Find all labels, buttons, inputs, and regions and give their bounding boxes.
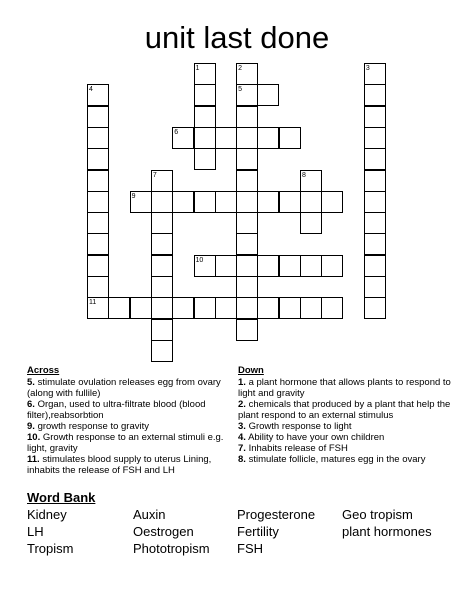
puzzle-title: unit last done xyxy=(144,20,330,55)
clue-number: 2 xyxy=(238,65,242,72)
grid-cell[interactable] xyxy=(300,297,322,319)
clue-number: 9 xyxy=(131,192,136,200)
grid-cell[interactable] xyxy=(236,84,258,106)
grid-cell[interactable] xyxy=(151,340,173,362)
word-bank-item: plant hormones xyxy=(342,524,432,539)
grid-cell[interactable] xyxy=(151,191,173,213)
grid-cell[interactable] xyxy=(151,255,173,277)
word-bank-item: Oestrogen xyxy=(133,524,194,539)
grid-cell[interactable] xyxy=(215,297,237,319)
down-heading: Down xyxy=(238,365,264,376)
clue-across-6: 6. Organ, used to ultra-filtrate blood (blood filter),reabsorbtion xyxy=(27,399,206,421)
grid-cell[interactable] xyxy=(257,127,279,149)
clue-down-4: 4. Ability to have your own children xyxy=(238,432,385,443)
clue-across-11: 11. stimulates blood supply to uterus Lining, inhabits the release of FSH and LH xyxy=(27,454,212,476)
grid-cell[interactable] xyxy=(87,191,109,213)
clue-down-3: 3. Growth response to light xyxy=(238,421,352,432)
grid-cell[interactable] xyxy=(194,84,216,106)
clue-down-7: 7. Inhabits release of FSH xyxy=(238,443,348,454)
grid-cell[interactable] xyxy=(151,297,173,319)
grid-cell[interactable] xyxy=(151,319,173,341)
grid-cell[interactable] xyxy=(236,255,258,277)
grid-cell[interactable] xyxy=(364,297,386,319)
grid-cell[interactable] xyxy=(87,106,109,128)
grid-cell[interactable] xyxy=(364,276,386,298)
grid-cell[interactable] xyxy=(300,191,322,213)
grid-cell[interactable] xyxy=(257,191,279,213)
grid-cell[interactable] xyxy=(364,212,386,234)
grid-cell[interactable] xyxy=(257,255,279,277)
clue-across-5: 5. stimulate ovulation releases egg from ovary (along with fullile) xyxy=(27,377,221,399)
grid-cell[interactable] xyxy=(364,233,386,255)
grid-cell[interactable] xyxy=(194,63,216,85)
grid-cell[interactable] xyxy=(321,191,343,213)
grid-cell[interactable] xyxy=(215,255,237,277)
grid-cell[interactable] xyxy=(87,297,109,319)
word-bank-item: Progesterone xyxy=(237,507,316,522)
clue-number: 6 xyxy=(174,128,179,136)
word-bank-heading: Word Bank xyxy=(27,490,96,505)
grid-cell[interactable] xyxy=(300,212,322,234)
grid-cell[interactable] xyxy=(87,127,109,149)
clue-number: 3 xyxy=(365,65,370,72)
clue-number: 11 xyxy=(89,299,97,307)
grid-cell[interactable] xyxy=(215,191,237,213)
grid-cell[interactable] xyxy=(236,212,258,234)
grid-cell[interactable] xyxy=(364,127,386,149)
word-bank-item: FSH xyxy=(237,541,263,556)
grid-cell[interactable] xyxy=(194,127,216,149)
grid-cell[interactable] xyxy=(300,255,322,277)
grid-cell[interactable] xyxy=(279,297,301,319)
grid-cell[interactable] xyxy=(279,255,301,277)
clue-number: 8 xyxy=(302,171,306,179)
grid-cell[interactable] xyxy=(236,148,258,170)
grid-cell[interactable] xyxy=(194,297,216,319)
grid-cell[interactable] xyxy=(87,148,109,170)
grid-cell[interactable] xyxy=(279,127,301,149)
grid-cell[interactable] xyxy=(300,170,322,192)
word-bank-item: Auxin xyxy=(133,507,166,522)
clue-down-1: 1. a plant hormone that allows plants to respond to light and gravity xyxy=(238,377,451,399)
grid-cell[interactable] xyxy=(236,297,258,319)
grid-cell[interactable] xyxy=(364,191,386,213)
grid-cell[interactable] xyxy=(151,276,173,298)
grid-cell[interactable] xyxy=(236,127,258,149)
word-bank-item: Geo tropism xyxy=(342,507,413,522)
grid-cell[interactable] xyxy=(151,233,173,255)
grid-cell[interactable] xyxy=(236,276,258,298)
across-heading: Across xyxy=(27,365,60,376)
grid-cell[interactable] xyxy=(87,255,109,277)
grid-cell[interactable] xyxy=(194,255,216,277)
clue-number: 4 xyxy=(89,86,93,94)
clue-down-8: 8. stimulate follicle, matures egg in the ovary xyxy=(238,454,426,465)
grid-cell[interactable] xyxy=(151,212,173,234)
word-bank-item: LH xyxy=(27,524,44,539)
grid-cell[interactable] xyxy=(87,276,109,298)
grid-cell[interactable] xyxy=(236,106,258,128)
grid-cell[interactable] xyxy=(108,297,130,319)
grid-cell[interactable] xyxy=(194,106,216,128)
clue-across-10: 10. Growth response to an external stimuli e.g. light, gravity xyxy=(27,432,224,454)
clue-number: 5 xyxy=(238,86,242,94)
word-bank-item: Fertility xyxy=(237,524,279,539)
grid-cell[interactable] xyxy=(364,170,386,192)
clue-across-9: 9. growth response to gravity xyxy=(27,421,149,432)
grid-cell[interactable] xyxy=(321,255,343,277)
grid-cell[interactable] xyxy=(364,106,386,128)
grid-cell[interactable] xyxy=(364,255,386,277)
across-clues xyxy=(27,365,227,476)
grid-cell[interactable] xyxy=(364,148,386,170)
grid-cell[interactable] xyxy=(172,127,194,149)
grid-cell[interactable] xyxy=(87,170,109,192)
grid-cell[interactable] xyxy=(151,170,173,192)
grid-cell[interactable] xyxy=(87,84,109,106)
grid-cell[interactable] xyxy=(364,63,386,85)
word-bank-item: Tropism xyxy=(27,541,74,556)
word-bank-item: Kidney xyxy=(27,507,67,522)
grid-cell[interactable] xyxy=(236,233,258,255)
clue-number: 10 xyxy=(195,256,204,264)
down-clues xyxy=(238,365,463,465)
grid-cell[interactable] xyxy=(257,84,279,106)
clue-number: 7 xyxy=(152,171,157,179)
grid-cell[interactable] xyxy=(257,297,279,319)
grid-cell[interactable] xyxy=(321,297,343,319)
grid-cell[interactable] xyxy=(194,148,216,170)
grid-cell[interactable] xyxy=(130,297,152,319)
grid-cell[interactable] xyxy=(172,191,194,213)
grid-cell[interactable] xyxy=(87,212,109,234)
grid-cell[interactable] xyxy=(236,170,258,192)
grid-cell[interactable] xyxy=(236,319,258,341)
clue-down-2: 2. chemicals that produced by a plant that help the plant respond to an external stimulus xyxy=(238,399,451,421)
grid-cell[interactable] xyxy=(364,84,386,106)
grid-cell[interactable] xyxy=(236,63,258,85)
clue-number: 1 xyxy=(195,65,200,72)
grid-cell[interactable] xyxy=(215,127,237,149)
word-bank-item: Phototropism xyxy=(133,541,210,556)
grid-cell[interactable] xyxy=(130,191,152,213)
grid-cell[interactable] xyxy=(194,191,216,213)
grid-cell[interactable] xyxy=(87,233,109,255)
grid-cell[interactable] xyxy=(279,191,301,213)
grid-cell[interactable] xyxy=(172,297,194,319)
grid-cell[interactable] xyxy=(236,191,258,213)
